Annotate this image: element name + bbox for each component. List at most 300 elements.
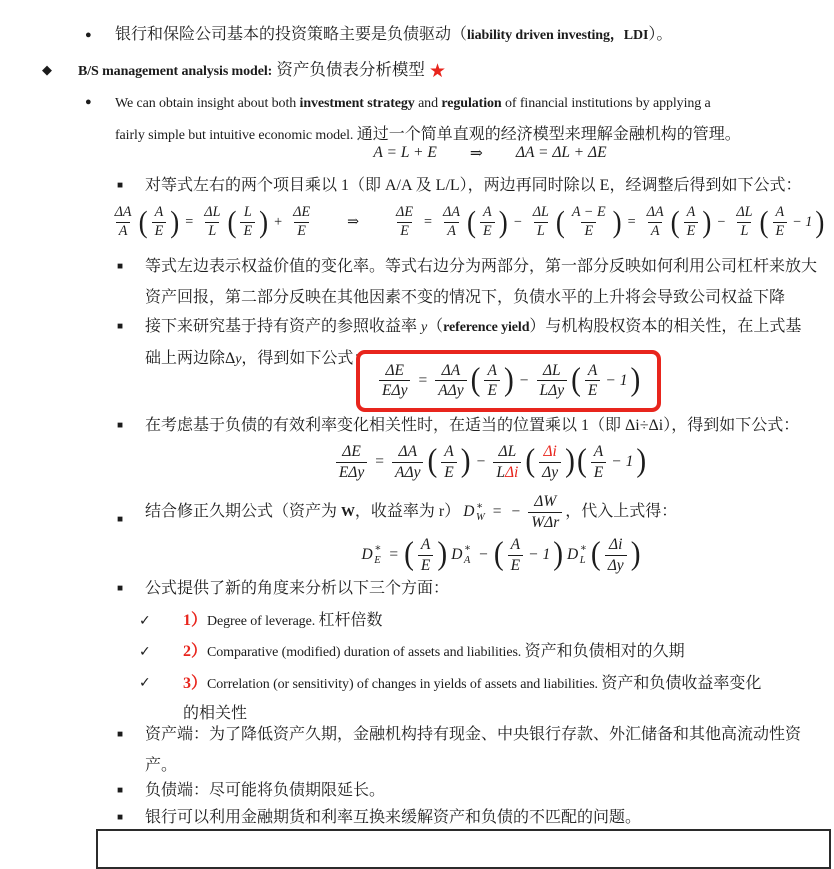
math-term: ΔL bbox=[542, 362, 561, 379]
math-term: Δy bbox=[607, 556, 624, 574]
math-paren: ) bbox=[636, 443, 647, 480]
math-term: L bbox=[740, 222, 749, 239]
math-sub: L bbox=[579, 555, 586, 566]
text-run: regulation bbox=[441, 96, 502, 111]
math-fraction bbox=[336, 442, 367, 482]
math-operator: = bbox=[185, 213, 194, 230]
math-fraction bbox=[441, 442, 456, 482]
text-run: 的相关性 bbox=[183, 705, 248, 722]
math-paren: ) bbox=[553, 536, 564, 573]
square-icon: ■ bbox=[117, 420, 124, 431]
math-term: A bbox=[650, 222, 660, 239]
math-group bbox=[382, 361, 407, 380]
math-term: A bbox=[444, 443, 454, 461]
square-icon: ■ bbox=[117, 514, 124, 525]
math-term: AΔy bbox=[395, 463, 421, 481]
math-term: A bbox=[593, 443, 604, 461]
section-bs-model bbox=[42, 55, 830, 87]
math-text: − 1 bbox=[611, 453, 634, 470]
math-operator: − bbox=[519, 371, 529, 389]
math-group bbox=[737, 222, 751, 241]
math-group bbox=[441, 462, 456, 482]
math-fraction bbox=[393, 204, 416, 241]
text-run: Comparative (modified) duration of assets and liabilities. bbox=[207, 645, 525, 660]
math-term: A bbox=[587, 362, 598, 379]
math-paren: ( bbox=[590, 536, 601, 573]
math-group bbox=[392, 462, 423, 482]
math-paren: ( bbox=[670, 204, 680, 239]
math-group bbox=[493, 462, 521, 482]
math-base: D bbox=[451, 546, 463, 563]
square-icon: ■ bbox=[117, 261, 124, 272]
math-term: E bbox=[297, 222, 306, 239]
text-run: y bbox=[421, 320, 428, 335]
math-term: A bbox=[487, 362, 497, 379]
math-paren: ) bbox=[259, 204, 269, 239]
square-icon: ■ bbox=[117, 180, 124, 191]
math-term: A bbox=[510, 536, 521, 554]
math-term: E bbox=[775, 222, 785, 239]
math-group bbox=[435, 380, 466, 400]
bullet-text bbox=[145, 726, 801, 774]
square-icon: ■ bbox=[117, 812, 124, 823]
math-term: A bbox=[154, 203, 164, 220]
math-term: E bbox=[420, 556, 431, 574]
math-group bbox=[537, 380, 568, 400]
math-term: ΔE bbox=[293, 203, 311, 220]
math-fraction bbox=[528, 492, 562, 532]
math-term: E bbox=[593, 463, 604, 481]
check-text bbox=[183, 675, 761, 722]
text-run: 资产负债表分析模型 bbox=[272, 60, 429, 79]
math-group bbox=[581, 222, 596, 241]
math-term: E bbox=[400, 222, 409, 239]
math-group bbox=[684, 222, 699, 241]
math-operator: ⇒ bbox=[469, 144, 483, 162]
math-fraction bbox=[392, 442, 423, 482]
text-run: 银行可以利用金融期货和利率互换来缓解资产和负债的不匹配的问题。 bbox=[145, 809, 642, 826]
math-fraction bbox=[493, 442, 521, 482]
math-fraction bbox=[569, 204, 609, 241]
math-paren: ( bbox=[470, 362, 481, 398]
check-icon: ✓ bbox=[139, 675, 151, 691]
math-group bbox=[290, 204, 313, 222]
math-group bbox=[480, 222, 495, 241]
math-term: ΔA bbox=[443, 203, 461, 220]
math-term: L bbox=[208, 222, 217, 239]
math-group bbox=[569, 204, 609, 222]
math-group bbox=[484, 361, 499, 380]
check-text bbox=[183, 612, 383, 629]
math-term: E bbox=[686, 222, 696, 239]
math-term: ΔA bbox=[114, 203, 132, 220]
math-term: A − E bbox=[571, 203, 606, 220]
math-operator: = bbox=[389, 546, 399, 563]
math-group bbox=[441, 442, 456, 461]
text-run: 银行和保险公司基本的投资策略主要是负债驱动（ bbox=[115, 26, 468, 43]
math-d-term bbox=[567, 543, 587, 566]
check-icon: ✓ bbox=[139, 613, 151, 629]
math-group bbox=[585, 361, 600, 380]
text-run: 资产回报，第二部分反映在其他因素不变的情况下，负债水平的上升将会导致公司权益下降 bbox=[145, 289, 786, 306]
math-operator: − bbox=[511, 503, 521, 521]
math-paren: ) bbox=[612, 204, 622, 239]
text-run: 公式提供了新的角度来分析以下三个方面： bbox=[145, 580, 450, 597]
text-run: ）与机构股权资本的相关性，在上式基 bbox=[529, 318, 802, 335]
math-fraction bbox=[480, 204, 495, 241]
math-group bbox=[644, 204, 667, 222]
math-fraction bbox=[201, 204, 223, 241]
math-term: E bbox=[510, 556, 521, 574]
text-run: 杠杆倍数 bbox=[318, 612, 383, 629]
math-term: A bbox=[686, 203, 696, 220]
math-text: − 1 bbox=[792, 213, 813, 230]
math-group bbox=[530, 204, 552, 222]
math-group bbox=[591, 442, 606, 461]
math-scripts bbox=[464, 543, 471, 566]
math-fraction bbox=[290, 204, 313, 241]
text-run: 等式左边表示权益价值的变化率。等式右边分为两部分，第一部分反映如何利用公司杠杆来放大 bbox=[145, 258, 818, 275]
math-group bbox=[508, 555, 523, 575]
text-run: 3） bbox=[183, 675, 208, 692]
math-group bbox=[531, 492, 559, 511]
math-scripts bbox=[374, 543, 381, 566]
check-text bbox=[183, 643, 685, 660]
math-term: E bbox=[483, 222, 492, 239]
math-group bbox=[152, 204, 167, 222]
math-paren: ) bbox=[565, 443, 575, 480]
math-fraction bbox=[435, 361, 466, 401]
bullet-text bbox=[145, 580, 449, 597]
math-operator: = bbox=[418, 371, 428, 389]
square-icon: ■ bbox=[117, 729, 124, 740]
math-sub: W bbox=[475, 512, 485, 524]
bullet-icon: ● bbox=[85, 96, 92, 108]
math-paren: ) bbox=[498, 204, 508, 239]
math-paren: ) bbox=[630, 536, 641, 573]
text-run: 础上两边除Δ bbox=[145, 350, 236, 367]
math-paren: ) bbox=[815, 204, 825, 239]
math-paren: ( bbox=[404, 536, 414, 573]
text-run: reference yield bbox=[443, 320, 530, 335]
math-text: A = L + E bbox=[373, 144, 437, 161]
math-paren: ( bbox=[576, 443, 587, 480]
math-group bbox=[480, 204, 495, 222]
bullet-asset-side bbox=[117, 719, 830, 781]
math-fraction bbox=[644, 204, 667, 241]
math-term: Δy bbox=[542, 463, 559, 481]
math-term: E bbox=[487, 382, 497, 400]
math-group bbox=[773, 222, 788, 241]
math-group bbox=[241, 204, 255, 222]
bullet-interpretation bbox=[117, 251, 830, 313]
math-group bbox=[540, 442, 559, 461]
text-run: fairly simple but intuitive economic model. bbox=[115, 128, 357, 143]
math-fraction bbox=[418, 535, 433, 575]
math-text: − 1 bbox=[528, 546, 551, 563]
math-paren: ( bbox=[467, 204, 477, 239]
check-icon: ✓ bbox=[139, 644, 151, 660]
math-term: E bbox=[243, 222, 253, 239]
math-sub: A bbox=[463, 555, 471, 566]
text-run: 对等式左右的两个项目乘以 1（即 A/A 及 L/L），两边再同时除以 E，经调整后得到如下公式： bbox=[145, 177, 802, 194]
math-group bbox=[393, 204, 416, 222]
math-fraction bbox=[605, 535, 627, 575]
math-term: A bbox=[775, 203, 785, 220]
star-icon: ★ bbox=[428, 61, 446, 82]
square-icon: ■ bbox=[117, 321, 124, 332]
math-term: A bbox=[447, 222, 456, 239]
math-paren: ) bbox=[170, 204, 180, 239]
math-d-term bbox=[451, 543, 471, 566]
text-run: 结合修正久期公式（资产为 bbox=[145, 503, 342, 520]
math-group bbox=[484, 380, 499, 400]
math-group bbox=[205, 222, 219, 241]
math-term: AΔy bbox=[438, 382, 464, 400]
math-group bbox=[534, 222, 548, 241]
math-group bbox=[648, 222, 663, 241]
check-item-2 bbox=[139, 637, 830, 668]
text-run: （ bbox=[427, 318, 444, 335]
math-paren: ( bbox=[571, 362, 581, 398]
math-operator: = bbox=[375, 453, 385, 470]
math-term: EΔy bbox=[338, 463, 365, 481]
math-fraction bbox=[240, 204, 255, 241]
formula-with-delta-i bbox=[160, 436, 820, 488]
math-fraction bbox=[684, 204, 699, 241]
text-run: 资产和负债相对的久期 bbox=[524, 643, 685, 660]
text-run: ，得到如下公式： bbox=[241, 350, 370, 367]
math-group bbox=[116, 222, 131, 241]
math-group bbox=[539, 462, 561, 482]
math-term: ΔL bbox=[736, 203, 753, 220]
math-group bbox=[733, 204, 755, 222]
math-group bbox=[240, 222, 255, 241]
math-term: E bbox=[584, 222, 594, 239]
text-run: ，代入上式得： bbox=[565, 503, 678, 520]
math-paren: ( bbox=[525, 443, 536, 480]
math-term: ΔL bbox=[498, 443, 517, 461]
math-paren: ( bbox=[555, 204, 565, 239]
bullet-text bbox=[145, 782, 385, 799]
math-fraction bbox=[484, 361, 499, 401]
math-operator: = bbox=[424, 213, 433, 230]
math-group bbox=[508, 535, 523, 554]
math-group bbox=[605, 555, 627, 575]
math-group bbox=[684, 204, 699, 222]
math-term: ΔA bbox=[646, 203, 664, 220]
math-group bbox=[495, 442, 519, 461]
text-run: Correlation (or sensitivity) of changes in yields of assets and liabilities. bbox=[207, 677, 602, 692]
math-group bbox=[152, 222, 167, 241]
text-run: W bbox=[341, 505, 355, 520]
math-paren: ) bbox=[630, 362, 641, 398]
math-term: A bbox=[483, 203, 492, 220]
math-term: ΔL bbox=[532, 203, 549, 220]
math-group bbox=[201, 204, 223, 222]
math-operator: − bbox=[479, 546, 488, 563]
math-fraction bbox=[733, 204, 755, 241]
math-sub: E bbox=[374, 555, 381, 566]
section-title bbox=[78, 60, 446, 82]
math-paren: ( bbox=[759, 204, 769, 239]
math-paren: ( bbox=[138, 204, 148, 239]
square-icon: ■ bbox=[117, 785, 124, 796]
math-paren: ) bbox=[460, 443, 471, 480]
math-paren: ( bbox=[427, 443, 438, 480]
table-top-border bbox=[96, 829, 831, 869]
math-term: ΔL bbox=[204, 203, 221, 220]
math-term: A bbox=[118, 222, 128, 239]
bullet-liability-side bbox=[117, 776, 830, 806]
math-base: D bbox=[567, 546, 579, 563]
math-group bbox=[444, 222, 459, 241]
math-fraction bbox=[440, 204, 463, 241]
text-run: 资产端：为了降低资产久期，金融机构持有现金、中央银行存款、外汇储备和其他高流动性资 bbox=[145, 726, 802, 743]
math-term: E bbox=[154, 222, 164, 239]
math-term: E bbox=[587, 382, 598, 400]
math-fraction bbox=[530, 204, 552, 241]
math-sup: ∗ bbox=[579, 543, 587, 555]
math-operator: = bbox=[627, 213, 636, 230]
text-run: of financial institutions by applying a bbox=[501, 96, 711, 111]
math-operator: − bbox=[513, 213, 522, 230]
bullet-three-aspects bbox=[117, 574, 830, 604]
math-term: ΔA bbox=[398, 443, 418, 461]
formula bbox=[358, 535, 641, 575]
bullet-ldi bbox=[85, 20, 830, 51]
formula bbox=[371, 144, 608, 163]
text-run: 负债端：尽可能将负债期限延长。 bbox=[145, 782, 386, 799]
math-base: D bbox=[463, 503, 475, 521]
math-fraction bbox=[591, 442, 606, 482]
math-term: Δi bbox=[543, 443, 557, 461]
math-fraction bbox=[152, 204, 167, 241]
math-term: ΔE bbox=[385, 362, 405, 379]
math-group bbox=[379, 380, 410, 400]
formula-key-result bbox=[376, 361, 641, 401]
math-operator: + bbox=[274, 213, 283, 230]
bullet-text bbox=[115, 94, 741, 143]
text-run: 接下来研究基于持有资产的参照收益率 bbox=[145, 318, 422, 335]
math-term: L bbox=[243, 203, 252, 220]
formula-derivation bbox=[110, 196, 824, 248]
math-term: L bbox=[536, 222, 545, 239]
math-base: D bbox=[361, 546, 373, 563]
diamond-icon: ◆ bbox=[42, 62, 52, 77]
math-scripts bbox=[476, 501, 485, 524]
math-fraction bbox=[585, 361, 600, 401]
math-operator: = bbox=[492, 503, 502, 521]
math-paren: ( bbox=[227, 204, 237, 239]
math-paren: ( bbox=[493, 536, 504, 573]
text-run: 资产和负债收益率变化 bbox=[601, 675, 762, 692]
math-group bbox=[112, 204, 135, 222]
math-fraction bbox=[379, 361, 410, 401]
math-term: ΔE bbox=[342, 443, 361, 461]
math-group bbox=[336, 462, 367, 482]
math-term: ΔA bbox=[441, 362, 461, 379]
bullet-text bbox=[145, 177, 801, 194]
math-sup: ∗ bbox=[374, 543, 382, 555]
text-run: ，收益率为 r） bbox=[354, 503, 461, 520]
math-fraction bbox=[773, 204, 788, 241]
text-run: and bbox=[414, 96, 442, 111]
math-group bbox=[418, 555, 433, 575]
math-term: ΔW bbox=[534, 493, 557, 511]
math-group bbox=[294, 222, 309, 241]
text-run: 2） bbox=[183, 643, 208, 660]
math-operator: − bbox=[476, 453, 486, 470]
math-group bbox=[606, 535, 625, 554]
math-group bbox=[397, 222, 412, 241]
math-operator: ⇒ bbox=[347, 213, 360, 230]
formula-accounting-identity bbox=[160, 138, 820, 168]
bullet-text bbox=[145, 258, 817, 306]
math-term: WΔr bbox=[531, 513, 560, 531]
math-group bbox=[440, 204, 463, 222]
math-group bbox=[439, 361, 464, 380]
text-run: ）。 bbox=[648, 26, 673, 43]
text-run: liability driven investing，LDI bbox=[467, 28, 649, 43]
math-fraction bbox=[537, 361, 568, 401]
square-icon: ■ bbox=[117, 583, 124, 594]
math-text: ΔA = ΔL + ΔE bbox=[515, 144, 607, 161]
math-d-term bbox=[361, 543, 381, 566]
math-term: L bbox=[496, 463, 505, 481]
math-sup: ∗ bbox=[475, 500, 484, 512]
bullet-text bbox=[115, 26, 672, 43]
formula bbox=[333, 442, 647, 482]
math-fraction bbox=[112, 204, 135, 241]
math-term: ΔE bbox=[396, 203, 414, 220]
math-group bbox=[773, 204, 788, 222]
text-run: 在考虑基于负债的有效利率变化相关性时，在适当的位置乘以 1（即 Δi÷Δi），得到如下公式： bbox=[145, 417, 800, 434]
math-group bbox=[585, 380, 600, 400]
math-scripts bbox=[580, 543, 587, 566]
text-run: We can obtain insight about both bbox=[115, 96, 300, 111]
math-sup: ∗ bbox=[463, 543, 472, 555]
text-run: 产。 bbox=[145, 757, 178, 774]
text-run: Degree of leverage. bbox=[207, 614, 319, 629]
math-group bbox=[395, 442, 420, 461]
text-run: B/S management analysis model: bbox=[78, 64, 273, 79]
math-term: LΔy bbox=[539, 382, 565, 400]
math-term: Δi bbox=[504, 463, 519, 481]
bullet-icon: ● bbox=[85, 29, 92, 41]
math-text: − 1 bbox=[605, 371, 628, 389]
highlight-box bbox=[356, 350, 661, 412]
text-run: 1） bbox=[183, 612, 208, 629]
math-term: EΔy bbox=[382, 382, 408, 400]
math-operator: − bbox=[717, 213, 726, 230]
math-term: E bbox=[444, 463, 454, 481]
math-paren: ) bbox=[702, 204, 712, 239]
math-group bbox=[339, 442, 364, 461]
formula bbox=[109, 204, 826, 241]
math-group bbox=[540, 361, 564, 380]
bullet-text bbox=[145, 809, 641, 826]
text-run: y bbox=[235, 352, 242, 367]
math-fraction bbox=[508, 535, 523, 575]
math-term: Δi bbox=[608, 536, 623, 554]
math-paren: ) bbox=[437, 536, 448, 573]
bullet-text bbox=[565, 503, 677, 520]
check-item-1 bbox=[139, 606, 830, 637]
math-term: A bbox=[420, 536, 431, 554]
bullet-text bbox=[145, 503, 460, 520]
math-group bbox=[591, 462, 606, 482]
